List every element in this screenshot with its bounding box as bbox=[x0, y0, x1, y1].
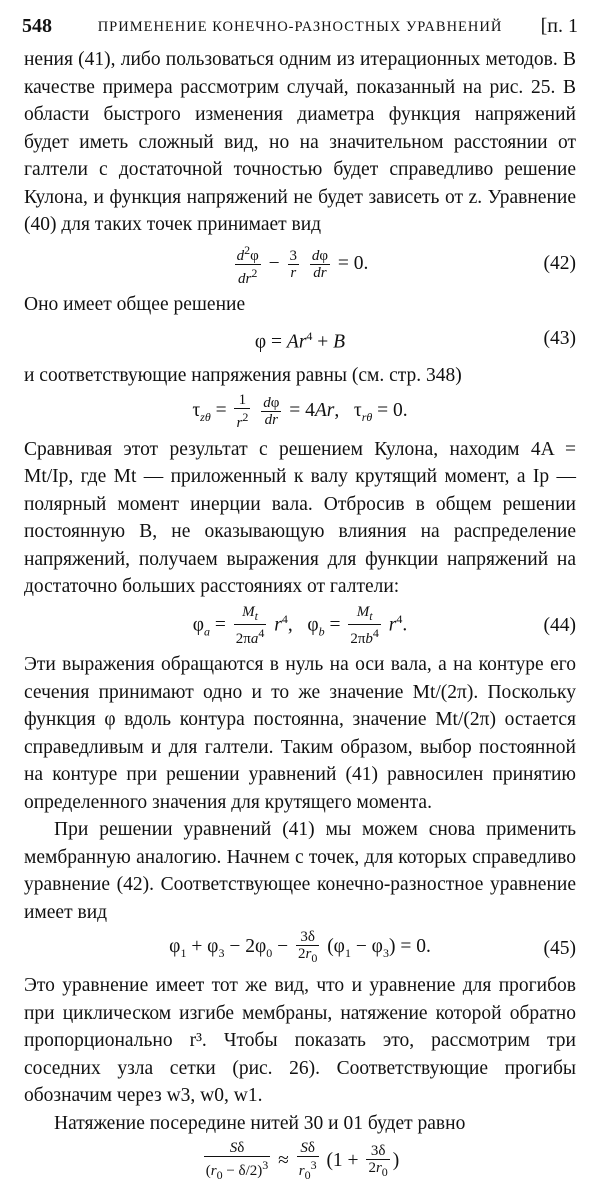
page-number: 548 bbox=[22, 15, 52, 37]
paragraph-4: Сравнивая этот результат с решением Кулона, находим 4A = Mt/Ip, где Mt — приложенный к валу крутящий момент, а Ip — полярный момент инерции вала. Отбросив в общем решении постоянную B, не оказывающую влияния на распределение напряжений, получаем выражения для функции напряжений на достаточно больших расстояниях от галтели: bbox=[24, 438, 576, 598]
paragraph-1: нения (41), либо пользоваться одним из итерационных методов. В качестве примера рассмотрим случай, показанный на рис. 25. В области быстрого изменения диаметра функция напряжений будет иметь сложный вид, но на значительном расстоянии от галтели с достаточной точностью будет справедливо решение Кулона, и функция напряжений не будет зависеть от z. Уравнение (40) для таких точек принимает вид bbox=[24, 49, 576, 235]
equation-42: $\frac{d^2\varphi}{dr^2}$ − $\frac{3}{r}$ $\frac{d\varphi}{dr}$ = 0. (42) bbox=[236, 242, 576, 287]
equation-number-45: (45) bbox=[543, 937, 576, 959]
tension-equation: $\frac{S\delta}{(r_0 - \delta/2)^3}$ ≈ $\frac{S\delta}{r_0^3}$ (1 + $\frac{3\delta}{2r_0}$ ) bbox=[205, 1140, 400, 1183]
paragraph-8: Натяжение посередине нитей 30 и 01 будет равно bbox=[54, 1112, 466, 1134]
equation-45: $\varphi_1 + \varphi_3 - 2\varphi_0$ − $\frac{3\delta}{2r_0}$ $(\varphi_1 - \varphi_3) = 0$. (45) bbox=[169, 929, 576, 966]
running-title: ПРИМЕНЕНИЕ КОНЕЧНО-РАЗНОСТНЫХ УРАВНЕНИЙ bbox=[97, 19, 503, 35]
equation-43: $\varphi = Ar^4 + B$ (43) bbox=[24, 321, 576, 358]
section-marker: [п. 1 bbox=[540, 15, 578, 37]
equation-44: $\varphi_a$ = $\frac{M_t}{2\pi a^4}$ $r^4$, $\varphi_b$ = $\frac{M_t}{2\pi b^4}$ $r^4$. (44) bbox=[192, 604, 576, 648]
page-header bbox=[22, 12, 578, 40]
stress-equation: $\tau_{z\theta}$ = $\frac{1}{r^2}$ $\frac{d\varphi}{dr}$ = 4Ar, $\tau_{r\theta} = 0$. bbox=[192, 392, 408, 431]
paragraph-3: и соответствующие напряжения равны (см. стр. 348) bbox=[24, 364, 462, 386]
equation-number-42: (42) bbox=[543, 253, 576, 274]
paragraph-2: Оно имеет общее решение bbox=[24, 293, 246, 315]
paragraph-6: При решении уравнений (41) мы можем снова применить мембранную аналогию. Начнем с точек, для которых справедливо уравнение (42). Соответствующее конечно-разностное уравнение имеет вид bbox=[24, 819, 576, 923]
paragraph-7: Это уравнение имеет тот же вид, что и уравнение для прогибов при циклическом изгибе мембраны, натяжение которой обратно пропорционально r³. Чтобы показать это, рассмотрим три соседних узла сетки (рис. 26). Соответствующие прогибы обозначим через w3, w0, w1. bbox=[24, 975, 576, 1107]
equation-number-43: (43) bbox=[543, 328, 576, 350]
page-body bbox=[24, 46, 576, 1187]
paragraph-5: Эти выражения обращаются в нуль на оси вала, а на контуре его сечения принимают одно и то же значение Mt/(2π). Поскольку функция φ вдоль контура постоянна, значение Mt/(2π) остается справедливым и для галтели. Таким образом, выбор постоянной на контуре при решении уравнений (41) равносилен принятию определенного значения для крутящего момента. bbox=[24, 654, 576, 813]
equation-number-44: (44) bbox=[543, 614, 576, 636]
